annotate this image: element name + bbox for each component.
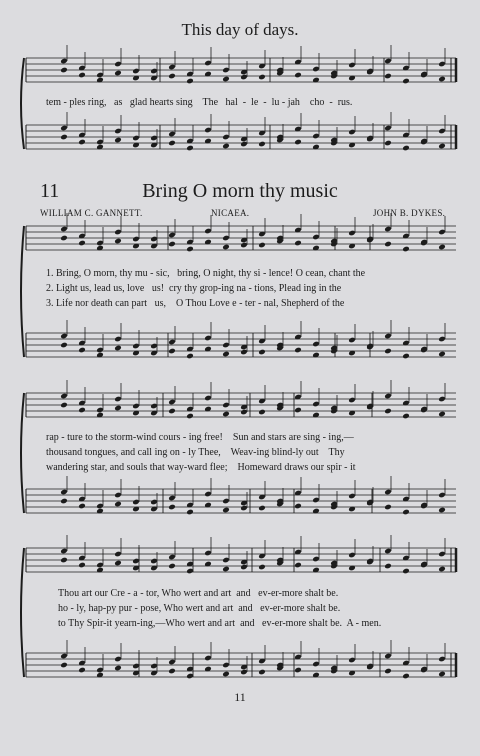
- hymn-number: 11: [40, 180, 60, 202]
- note-head: [60, 662, 68, 669]
- previous-hymn-title: This day of days.: [181, 20, 299, 39]
- note-head: [402, 353, 410, 360]
- note-head: [258, 669, 266, 676]
- verse-1-line-1: 1. Bring, O morn, thy mu - sic, bring, O night, thy si - lence! O cean, chant the: [46, 268, 366, 279]
- verse-2-line-1: 2. Light us, lead us, love us! cry thy grop-ing na - tions, Plead ing in the: [46, 283, 342, 294]
- note-head: [258, 564, 266, 571]
- note-head: [114, 405, 122, 412]
- note-head: [186, 78, 194, 85]
- note-head: [168, 140, 176, 147]
- note-head: [438, 244, 446, 251]
- note-head: [60, 342, 68, 349]
- verse-3-line-1: 3. Life nor death can part us, O Thou Love e - ter - nal, Shepherd of the: [46, 298, 345, 309]
- verse-1-line-3: Thou art our Cre - a - tor, Who wert and art and ev-er-more shalt be.: [58, 588, 339, 599]
- note-head: [438, 507, 446, 514]
- note-head: [384, 140, 392, 147]
- note-head: [438, 411, 446, 418]
- note-head: [438, 143, 446, 150]
- note-head: [78, 562, 86, 569]
- note-head: [114, 665, 122, 672]
- note-head: [222, 244, 230, 251]
- note-head: [186, 353, 194, 360]
- page-number: 11: [234, 690, 246, 704]
- note-head: [78, 667, 86, 674]
- note-head: [402, 568, 410, 575]
- note-head: [438, 566, 446, 573]
- previous-hymn-lyric-line: tem - ples ring, as glad hearts sing The hal - le - lu - jah cho - rus.: [46, 97, 353, 108]
- note-head: [294, 407, 302, 414]
- note-head: [294, 139, 302, 146]
- note-head: [186, 145, 194, 152]
- note-head: [78, 347, 86, 354]
- note-head: [384, 408, 392, 415]
- note-head: [294, 72, 302, 79]
- hymn-title: Bring O morn thy music: [142, 180, 338, 202]
- note-head: [186, 509, 194, 516]
- system-brace: [21, 226, 24, 357]
- note-head: [60, 402, 68, 409]
- note-head: [114, 345, 122, 352]
- note-head: [258, 242, 266, 249]
- verse-3-line-3: to Thy Spir-it yearn-ing,—Who wert and art and ev-er-more shalt be. A - men.: [58, 618, 382, 629]
- verse-2-line-2: thousand tongues, and call ing on - ly Thee, Weav-ing blind-ly out Thy: [46, 447, 345, 458]
- note-head: [60, 557, 68, 564]
- note-head: [258, 141, 266, 148]
- note-head: [114, 70, 122, 77]
- note-head: [438, 671, 446, 678]
- note-head: [168, 408, 176, 415]
- note-head: [60, 498, 68, 505]
- note-head: [78, 139, 86, 146]
- note-head: [114, 560, 122, 567]
- note-head: [438, 76, 446, 83]
- system-brace: [21, 393, 24, 513]
- note-head: [258, 74, 266, 81]
- note-head: [384, 668, 392, 675]
- verse-3-line-2: wandering star, and souls that way-ward flee; Homeward draws our spir - it: [46, 462, 356, 473]
- system-brace: [21, 58, 24, 149]
- note-head: [294, 503, 302, 510]
- note-head: [294, 347, 302, 354]
- note-head: [168, 563, 176, 570]
- note-head: [222, 143, 230, 150]
- note-head: [258, 349, 266, 356]
- note-head: [384, 348, 392, 355]
- note-head: [78, 503, 86, 510]
- note-head: [60, 134, 68, 141]
- note-head: [186, 413, 194, 420]
- note-head: [402, 509, 410, 516]
- note-head: [222, 507, 230, 514]
- system-brace: [21, 548, 24, 677]
- note-head: [222, 411, 230, 418]
- note-head: [294, 240, 302, 247]
- note-head: [78, 240, 86, 247]
- note-head: [222, 351, 230, 358]
- note-head: [384, 504, 392, 511]
- note-head: [402, 673, 410, 680]
- note-head: [168, 348, 176, 355]
- note-head: [186, 246, 194, 253]
- note-head: [258, 505, 266, 512]
- note-head: [222, 671, 230, 678]
- verse-2-line-3: ho - ly, hap-py pur - pose, Who wert and art and ev-er-more shalt be.: [58, 603, 341, 614]
- verse-1-line-2: rap - ture to the storm-wind cours - ing free! Sun and stars are sing - ing,—: [46, 432, 354, 443]
- note-head: [114, 501, 122, 508]
- note-head: [402, 246, 410, 253]
- hymn-composer: JOHN B. DYKES.: [373, 208, 446, 218]
- note-head: [168, 241, 176, 248]
- note-head: [78, 407, 86, 414]
- note-head: [168, 668, 176, 675]
- note-head: [294, 562, 302, 569]
- note-head: [438, 351, 446, 358]
- note-head: [60, 67, 68, 74]
- note-head: [384, 563, 392, 570]
- hymn-author: WILLIAM C. GANNETT.: [40, 208, 143, 218]
- note-head: [294, 667, 302, 674]
- note-head: [168, 504, 176, 511]
- note-head: [384, 241, 392, 248]
- note-head: [258, 409, 266, 416]
- note-head: [114, 238, 122, 245]
- note-head: [402, 413, 410, 420]
- note-head: [402, 145, 410, 152]
- note-head: [78, 72, 86, 79]
- note-head: [60, 235, 68, 242]
- note-head: [384, 73, 392, 80]
- note-head: [222, 76, 230, 83]
- note-head: [114, 137, 122, 144]
- note-head: [168, 73, 176, 80]
- note-head: [402, 78, 410, 85]
- hymn-tune-name: NICAEA.: [211, 208, 250, 218]
- note-head: [222, 566, 230, 573]
